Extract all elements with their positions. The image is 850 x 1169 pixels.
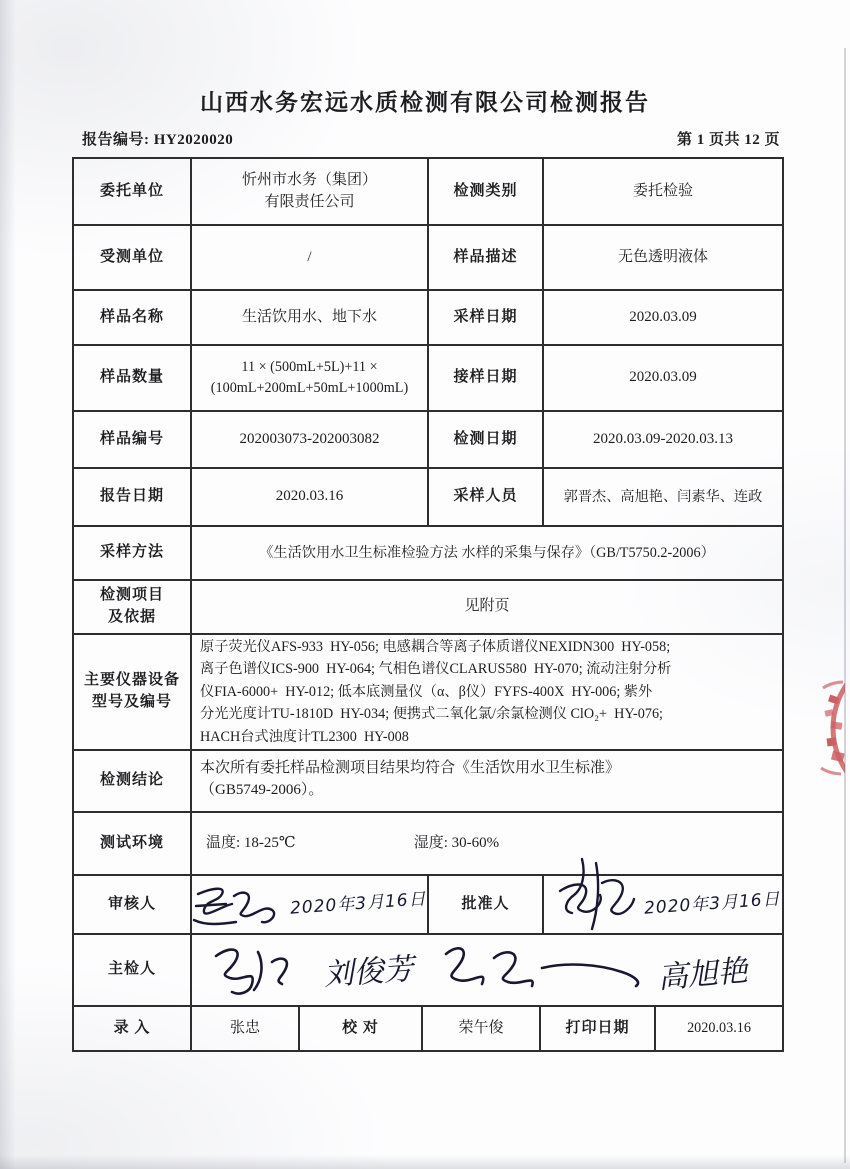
review-date-handwritten: 2020年3月16日	[289, 889, 428, 919]
field-label: 测试环境	[99, 834, 164, 851]
table-row	[74, 579, 782, 633]
reviewer-signature-cell	[190, 876, 427, 933]
field-value: 生活饮用水、地下水	[190, 291, 427, 344]
field-value-conclusion: 本次所有委托样品检测项目结果均符合《生活饮用水卫生标准》 （GB5749-2006）。	[190, 751, 782, 811]
table-row	[74, 811, 782, 874]
table-row	[74, 159, 782, 224]
table-row	[74, 633, 782, 749]
field-label: 采样日期	[427, 291, 542, 344]
field-value-instrument-list: 原子荧光仪AFS-933 HY-056; 电感耦合等离子体质谱仪NEXIDN300 HY-058; 离子色谱仪ICS-900 HY-064; 气相色谱仪CLARUS580 HY-070; 流动注射分析 仪FIA-6000+ HY-012; 低本底测量仪（α、β仪）FYFS-400X HY-006; 紫外 分光光度计TU-1810D HY-034; 便携式二氧化氯/余氯检测仪 ClO₂+ HY-076; HACH台式浊度计TL2300 HY-008	[190, 635, 782, 749]
field-label: 打印日期	[539, 1007, 654, 1050]
temperature-value: 温度: 18-25℃	[206, 834, 296, 851]
report-number: 报告编号: HY2020020	[82, 132, 234, 148]
table-row	[74, 289, 782, 344]
field-label: 报告日期	[99, 488, 164, 505]
seal-graphic	[805, 652, 845, 804]
field-label: 检测类别	[427, 159, 542, 224]
table-row	[74, 933, 782, 1005]
scan-edge-right-line	[844, 48, 846, 1163]
field-label: 样品数量	[99, 369, 164, 386]
field-label: 检测结论	[99, 772, 164, 789]
field-value: 2020.03.09-2020.03.13	[542, 412, 782, 467]
scan-edge-bottom-shadow	[0, 1155, 850, 1169]
field-value-environment	[190, 813, 782, 874]
approval-date-handwritten: 2020年3月16日	[643, 889, 782, 919]
field-value: 见附页	[190, 581, 782, 633]
field-value: 202003073-202003082	[190, 412, 427, 467]
inspector-signatures-scribble	[206, 938, 766, 1002]
report-meta	[82, 128, 780, 149]
field-label: 样品编号	[99, 430, 164, 447]
field-label: 主要仪器设备 型号及编号	[83, 672, 180, 710]
field-value: 《生活饮用水卫生标准检验方法 水样的采集与保存》（GB/T5750.2-2006）	[190, 527, 782, 579]
field-value: 2020.03.16	[190, 469, 427, 525]
field-label: 校 对	[298, 1007, 421, 1050]
print-date-value: 2020.03.16	[654, 1007, 782, 1050]
inspector-signature-liu: 刘俊芳	[322, 952, 415, 992]
field-value: 忻州市水务（集团） 有限责任公司	[190, 159, 427, 224]
field-label: 批准人	[427, 876, 542, 933]
inspector-signature-gao: 高旭艳	[656, 954, 749, 996]
field-label: 接样日期	[427, 346, 542, 410]
table-row	[74, 749, 782, 811]
table-row	[74, 1005, 782, 1050]
approver-signature-scribble	[552, 855, 638, 933]
table-row	[74, 467, 782, 525]
field-value: 2020.03.09	[542, 346, 782, 410]
reviewer-signature-scribble	[192, 880, 284, 930]
humidity-value: 湿度: 30-60%	[413, 834, 500, 851]
field-label: 检测日期	[427, 412, 542, 467]
field-label: 检测项目 及依据	[99, 587, 164, 625]
scan-edge-left-shadow	[0, 0, 16, 1169]
field-label: 审核人	[107, 895, 156, 912]
table-row	[74, 224, 782, 289]
field-value: 11 × (500mL+5L)+11 × (100mL+200mL+50mL+1000mL)	[190, 346, 427, 410]
field-value: /	[190, 226, 427, 289]
approver-signature-cell	[542, 876, 782, 933]
table-row	[74, 344, 782, 410]
field-label: 录 入	[113, 1019, 151, 1036]
field-label: 委托单位	[99, 182, 164, 199]
field-label: 采样人员	[427, 469, 542, 525]
field-value: 郭晋杰、高旭艳、闫素华、连政	[542, 469, 782, 525]
red-official-seal-partial	[805, 652, 845, 804]
field-value: 2020.03.09	[542, 291, 782, 344]
field-value: 无色透明液体	[542, 226, 782, 289]
field-label: 样品名称	[99, 308, 164, 325]
page-indicator: 第 1 页共 12 页	[676, 132, 780, 148]
field-label: 采样方法	[99, 544, 164, 561]
table-row	[74, 874, 782, 933]
report-info-table	[72, 157, 784, 1052]
field-label: 受测单位	[99, 248, 164, 265]
field-value: 委托检验	[542, 159, 782, 224]
page-title: 山西水务宏远水质检测有限公司检测报告	[200, 90, 650, 115]
table-row	[74, 410, 782, 467]
field-label: 样品描述	[427, 226, 542, 289]
table-row	[74, 525, 782, 579]
inspector-signatures-cell	[190, 935, 782, 1005]
proofreader-value: 荣午俊	[421, 1007, 539, 1050]
field-label: 主检人	[107, 961, 156, 978]
entry-person-value: 张忠	[190, 1007, 298, 1050]
